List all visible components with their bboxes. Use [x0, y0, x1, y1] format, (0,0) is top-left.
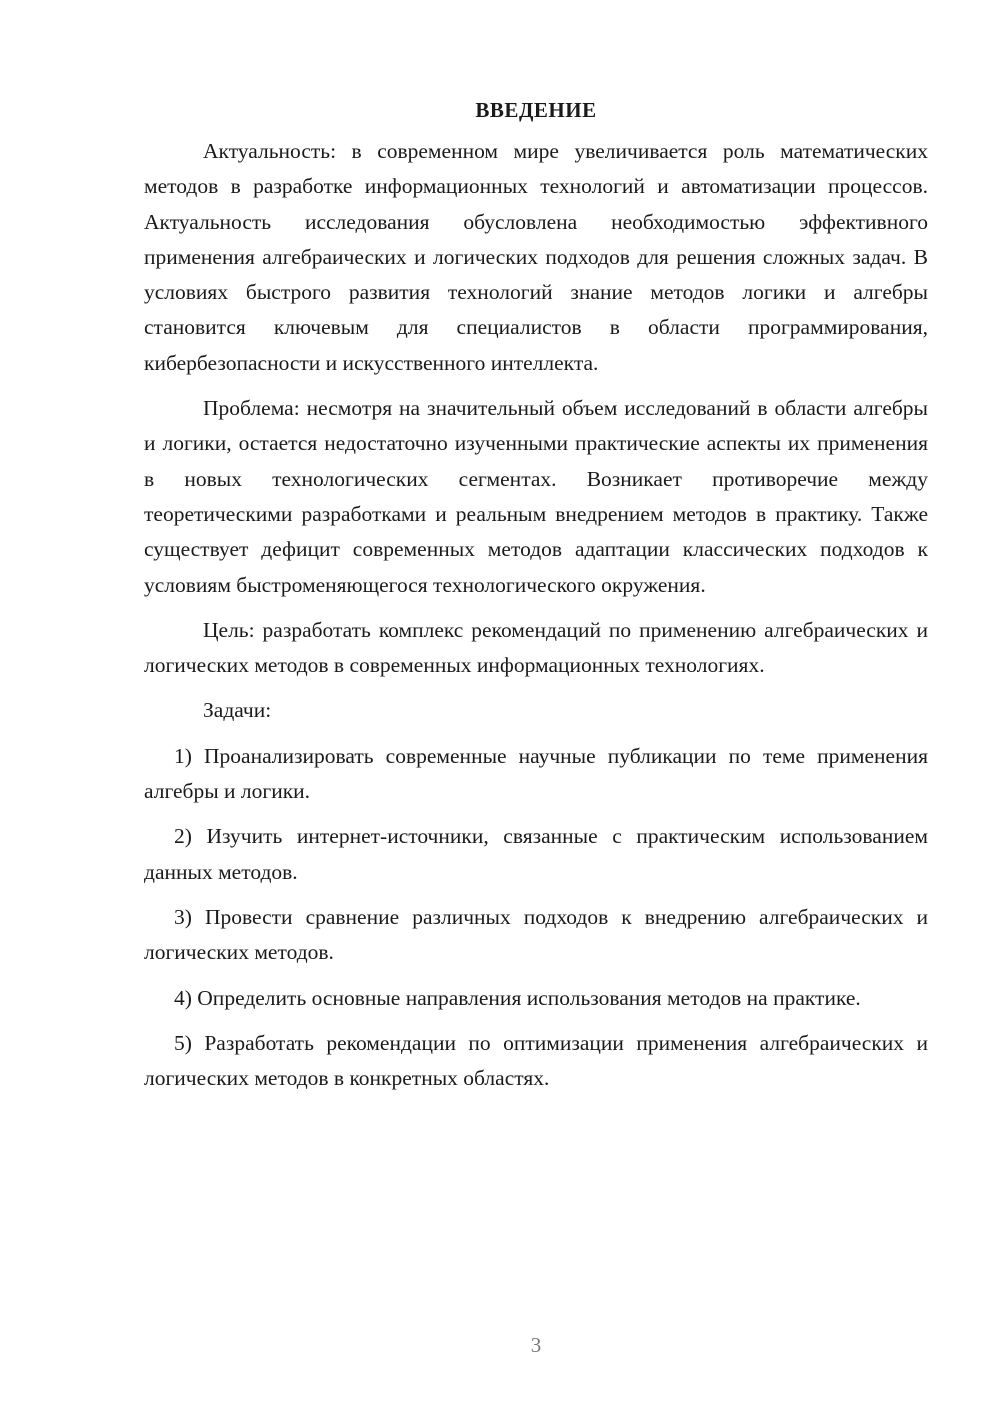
task-list: [144, 739, 928, 1097]
tasks-heading: Задачи:: [203, 698, 272, 723]
task-item: 5) Разработать рекомендации по оптимизации применения алгебраических и логических методов в конкретных областях.: [144, 1030, 928, 1091]
task-item: 1) Проанализировать современные научные публикации по теме применения алгебры и логики.: [144, 743, 928, 804]
task-item: 2) Изучить интернет-источники, связанные с практическим использованием данных методов.: [144, 824, 928, 884]
paragraph-relevance: Актуальность: в современном мире увеличивается роль математических методов в разработке информационных технологий и автоматизации процессов. Актуальность исследования обусловлена необходимостью эффективного применения алгебраических и логических подходов для решения сложных задач. В условиях быстрого развития технологий знание методов логики и алгебры становится ключевым для специалистов в области программирования, кибербезопасности и искусственного интеллекта.: [144, 139, 928, 375]
page-number: 3: [530, 1333, 542, 1357]
paragraph-goal: Цель: разработать комплекс рекомендаций по применению алгебраических и логических методов в современных информационных технологиях.: [144, 617, 928, 678]
paragraph-problem: Проблема: несмотря на значительный объем исследований в области алгебры и логики, остается недостаточно изученными практические аспекты их применения в новых технологических сегментах. Возникает противоречие между теоретическими разработками и реальным внедрением методов в практику. Также существует дефицит современных методов адаптации классических подходов к условиям быстроменяющегося технологического окружения.: [144, 396, 928, 597]
task-item: 3) Провести сравнение различных подходов к внедрению алгебраических и логических методов.: [144, 904, 928, 965]
task-item: 4) Определить основные направления использования методов на практике.: [174, 985, 861, 1010]
document-page: [144, 93, 928, 1106]
page-title: ВВЕДЕНИЕ: [475, 98, 597, 122]
